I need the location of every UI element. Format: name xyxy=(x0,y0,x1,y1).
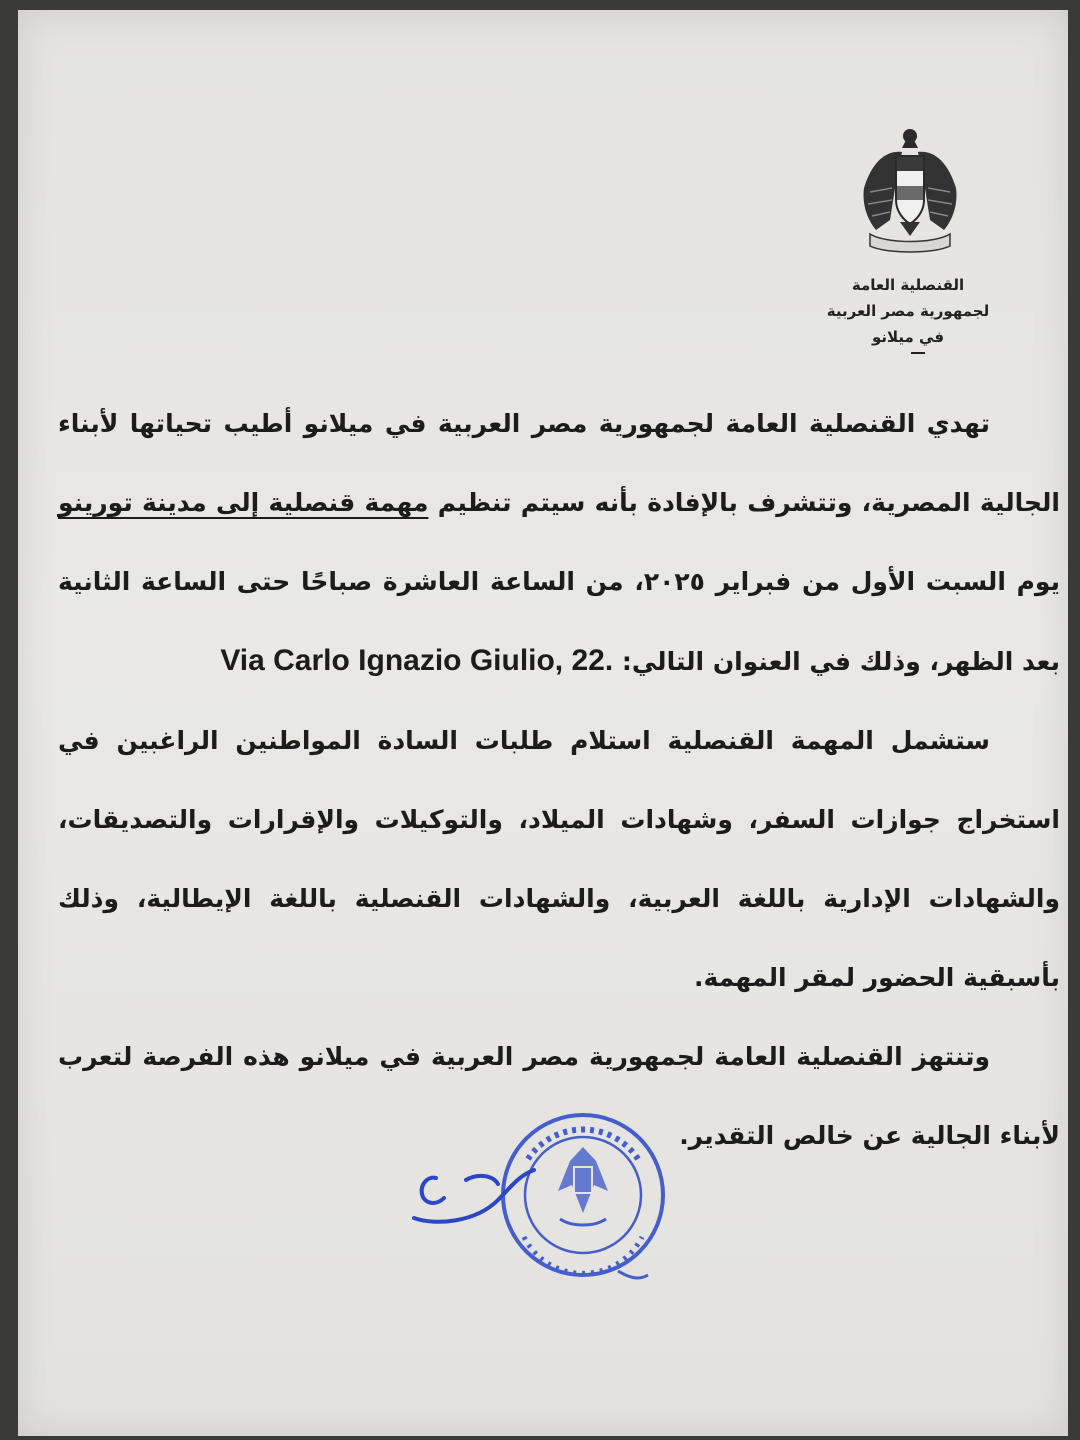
address: Via Carlo Ignazio Giulio, 22. xyxy=(220,644,614,677)
paragraph-1-underlined: مهمة قنصلية إلى مدينة تورينو xyxy=(58,488,429,517)
paragraph-3-text: وتنتهز القنصلية العامة لجمهورية مصر العربية في ميلانو هذه الفرصة لتعرب لأبناء الجالية عن خالص التقدير. xyxy=(58,1042,1060,1150)
paragraph-1-text-a: تهدي القنصلية العامة لجمهورية مصر العربية في ميلانو أطيب تحياتها لأبناء الجالية المصرية، وتتشرف بالإفادة بأنه سيتم تنظيم xyxy=(58,409,1060,517)
paragraph-2 xyxy=(58,701,1060,1017)
paragraph-1-text-b: يوم السبت الأول من فبراير ٢٠٢٥، من الساعة العاشرة صباحًا حتى الساعة الثانية بعد الظهر، وذلك في العنوان التالي: xyxy=(58,567,1060,676)
letter-body xyxy=(58,384,1060,1175)
consulate-seal-stamp xyxy=(488,1095,678,1305)
letterhead-line-3: في ميلانو xyxy=(871,328,945,346)
paragraph-2-text: ستشمل المهمة القنصلية استلام طلبات السادة المواطنين الراغبين في استخراج جوازات السفر، وشهادات الميلاد، والتوكيلات والإقرارات والتصديقات، والشهادات الإدارية باللغة العربية، والشهادات القنصلية باللغة الإيطالية، وذلك بأسبقية الحضور لمقر المهمة. xyxy=(58,726,1060,992)
letterhead-dash xyxy=(911,352,925,354)
paragraph-1 xyxy=(58,384,1060,701)
eagle-emblem-icon xyxy=(856,122,964,254)
letterhead-line-1: القنصلية العامة xyxy=(851,276,965,294)
letter-page xyxy=(18,10,1068,1436)
letterhead-line-2: لجمهورية مصر العربية xyxy=(826,302,990,320)
letterhead xyxy=(778,272,1038,354)
